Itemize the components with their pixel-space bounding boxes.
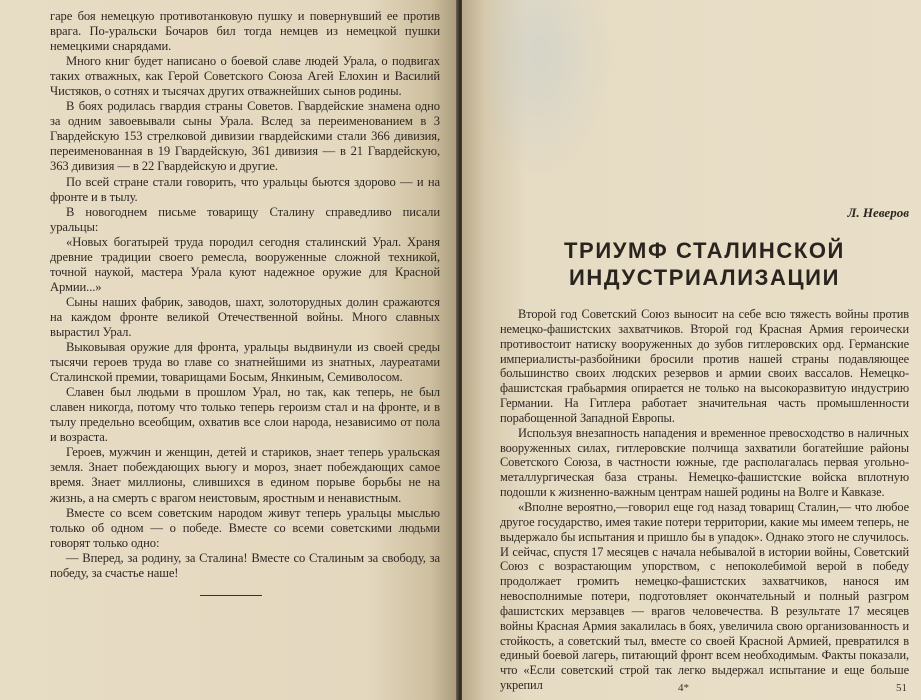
paper-stain (492, 0, 612, 180)
article-title (500, 237, 909, 291)
article-author: Л. Неверов (847, 205, 909, 220)
left-paragraph: Много книг будет написано о боевой славе людей Урала, о подвигах таких отважных, как Герой Советского Союза Агей Елохин и Василий Чистяков, о сотнях и тысячах других отважнейших сынов родины. (50, 54, 440, 99)
left-paragraph: По всей стране стали говорить, что уральцы бьются здорово — и на фронте и в тылу. (50, 174, 440, 204)
left-paragraph: — Вперед, за родину, за Сталина! Вместе со Сталиным за свободу, за победу, за счастье наше! (50, 550, 440, 580)
article-title-line-2: ИНДУСТРИАЛИЗАЦИИ (569, 265, 840, 290)
right-page (462, 0, 921, 700)
page-number: 51 (896, 682, 907, 694)
article-title-line-1: ТРИУМФ СТАЛИНСКОЙ (564, 238, 845, 263)
section-divider (200, 595, 262, 596)
article-body (500, 307, 909, 693)
left-paragraph: Славен был людьми в прошлом Урал, но так, как теперь, не был славен никогда, потому что только теперь героизм стал и на фронте, и в тылу предельно всеобщим, охватив все слои народа, независимо от пола и возраста. (50, 385, 440, 445)
left-paragraph: «Новых богатырей труда породил сегодня сталинский Урал. Храня древние традиции своего ремесла, вооруженные сложной техникой, точной наукой, мастера Урала куют надежное оружие для Красной Армии...» (50, 234, 440, 294)
left-paragraph: Вместе со всем советским народом живут теперь уральцы мыслью только об одном — о победе. Вместе со всеми советскими людьми говорят только одно: (50, 505, 440, 550)
left-paragraph: Героев, мужчин и женщин, детей и стариков, знает теперь уральская земля. Знает побеждающих вьюгу и мороз, знает побеждающих самое время. Знает миллионы, слившихся в едином порыве борьбы не на жизнь, а на смерть с врагом неистовым, яростным и ненавистным. (50, 445, 440, 505)
article-paragraph: Используя внезапность нападения и временное превосходство в наличных вооруженных силах, гитлеровские полчища захватили богатейшие районы Советского Союза, в частности южные, где располагалась первая угольно-металлургическая база страны. Немецко-фашистские войска вплотную подошли к жизненно-важным центрам нашей родины на Волге и Кавказе. (500, 425, 909, 500)
article-paragraph: Второй год Советский Союз выносит на себе всю тяжесть войны против немецко-фашистских захватчиков. Второй год Красная Армия героически противостоит натиску вооруженных до зубов гитлеровских орд. Германские империалисты-разбойники бросили против нашей страны подавляющее большинство своих людских резервов и армии своих вассалов. Немецко-фашистская грабьармия опирается не только на высокоразвитую индустрию Германии. На Гитлера работает значительная часть промышленности порабощенной Западной Европы. (500, 307, 909, 425)
signature-mark: 4* (678, 682, 689, 694)
left-page (0, 0, 458, 700)
left-paragraph: В боях родилась гвардия страны Советов. Гвардейские знамена одно за одним завоевывали сыны Урала. Вслед за переименованием в 3 Гвардейскую 153 стрелковой дивизии гвардейскими стали 366 дивизия, переименованная в 19 Гвардейскую, 361 дивизия — в 21 Гвардейскую, 363 дивизия — в 22 Гвардейскую и другие. (50, 99, 440, 174)
article-paragraph: «Вполне вероятно,—говорил еще год назад товарищ Сталин,— что любое другое государство, имея такие потери территории, какие мы имеем теперь, не выдержало бы испытания и пришло бы в упадок». Однако этого не случилось. И сейчас, спустя 17 месяцев с начала небывалой в истории войны, Советский Союз с возрастающим упорством, с непоколебимой верой в победу продолжает громить немецко-фашистских захватчиков, нанося им невосполнимые потери, подготовляет окончательный и полный разгром фашистских мерзавцев — врагов человечества. В результате 17 месяцев войны Красная Армия закалилась в боях, увеличила свою организованность и стойкость, а советский тыл, вместе со своей Красной Армией, превратился в единый боевой лагерь, питающий фронт всем необходимым. Факты показали, что «Если советский строй так легко выдержал испытание и еще больше укрепил (500, 499, 909, 693)
left-paragraph: Выковывая оружие для фронта, уральцы выдвинули из своей среды тысячи героев труда во главе со знатнейшими из знатных, лауреатами Сталинской премии, товарищами Босым, Янкиным, Семиволосом. (50, 340, 440, 385)
left-paragraph: В новогоднем письме товарищу Сталину справедливо писали уральцы: (50, 204, 440, 234)
left-paragraph: Сыны наших фабрик, заводов, шахт, золоторудных долин сражаются на каждом фронте великой Отечественной войны. Много славных вырастил Урал. (50, 294, 440, 339)
left-page-text (50, 9, 440, 581)
left-paragraph: гаре боя немецкую противотанковую пушку и повернувший ее против врага. По-уральски Бочаров бил тогда немцев из немецкой пушки немецкими снарядами. (50, 9, 440, 54)
